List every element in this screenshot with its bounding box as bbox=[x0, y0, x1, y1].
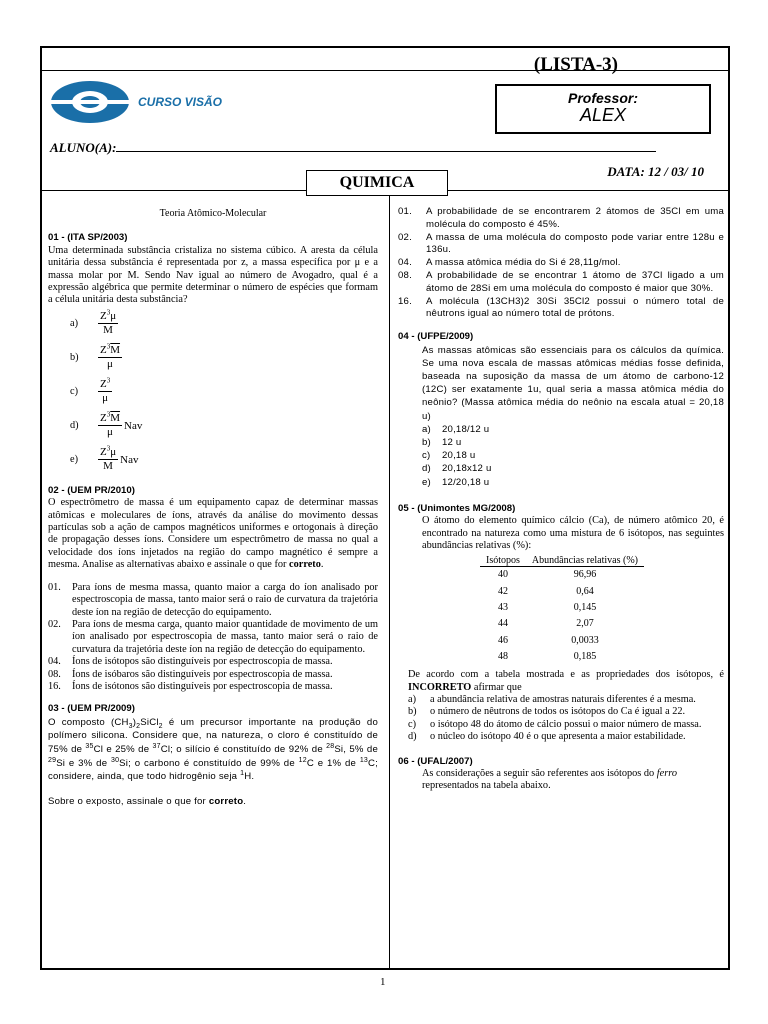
fraction-numerator: $Z^3\overline{M}$ bbox=[100, 410, 121, 425]
question-01-option bbox=[48, 307, 378, 341]
table-cell: 44 bbox=[497, 618, 508, 630]
question-02-item: 02. Para íons de mesma carga, quanto maior quantidade de movimento de um íon analisado por espectroscopia de massa, tanto maior será o raio de curvatura da trajetória deste íon na região de detecção do equipamento. bbox=[48, 618, 378, 655]
professor-name: ALEX bbox=[579, 105, 627, 125]
option-letter: d) bbox=[70, 419, 79, 431]
table-row bbox=[480, 584, 644, 600]
page-frame bbox=[40, 46, 730, 970]
list-title: (LISTA-3) bbox=[533, 54, 618, 75]
table-header: Isótopos bbox=[480, 556, 526, 567]
table-cell: 48 bbox=[497, 650, 508, 662]
table-cell: 46 bbox=[497, 634, 508, 646]
question-03-item: 02. A massa de uma molécula do composto pode variar entre 128u e 136u. bbox=[398, 231, 724, 256]
question-01-head: 01 - (ITA SP/2003) bbox=[48, 232, 128, 244]
question-04-options bbox=[398, 423, 724, 489]
table-cell: 0,64 bbox=[576, 585, 594, 597]
question-02-item: 08. Íons de isóbaros são distinguíveis por espectroscopia de massa. bbox=[48, 668, 333, 680]
top-rule bbox=[42, 70, 728, 71]
option-fraction bbox=[98, 412, 122, 439]
fraction-denominator: M bbox=[103, 460, 113, 473]
option-letter: a) bbox=[70, 317, 78, 329]
question-04-text: As massas atômicas são essenciais para os cálculos da química. Se uma nova escala de massas atômicas médias fosse definida, baseada na suposição da massa de um átomo de carbono-12 (12C) ser exatamente 1u, qual seria a massa atômica média do neônio? (Massa atômica média do neônio na escala atual = 20,18 u) bbox=[422, 344, 724, 422]
option-fraction bbox=[98, 378, 112, 405]
question-04-option: c) 20,18 u bbox=[422, 450, 476, 462]
fraction-denominator: M bbox=[103, 324, 113, 337]
column-divider bbox=[389, 190, 390, 968]
fraction-denominator: μ bbox=[102, 392, 109, 405]
table-row bbox=[480, 633, 644, 649]
question-05-option: c) o isótopo 48 do átomo de cálcio possui o maior número de massa. bbox=[408, 718, 702, 730]
table-header: Abundâncias relativas (%) bbox=[526, 556, 644, 567]
question-01-option bbox=[48, 443, 378, 477]
left-column bbox=[48, 208, 378, 808]
fraction-numerator: $Z^3\mu$ bbox=[100, 444, 117, 459]
question-05-options bbox=[398, 694, 724, 744]
question-03-head: 03 - (UEM PR/2009) bbox=[48, 703, 135, 715]
fraction-numerator: $Z^3\mu$ bbox=[100, 308, 117, 323]
table-cell: 96,96 bbox=[573, 569, 597, 581]
question-02-emphasis: correto bbox=[289, 559, 321, 571]
table-row bbox=[480, 567, 644, 584]
question-03-text: O composto $(CH_3)_2SiCl_2$ é um precursor importante na produção do polímero silicona. Considere que, na natureza, o cloro é constituído de 75% de $^{35}$Cl e 25% de $^{37}$Cl; o silício é constituído de 92% de $^{28}$Si, 5% de $^{29}$Si e 3% de $^{30}$Si; o carbono é constituído de 99% de $^{12}$C e 1% de $^{13}$C; considere, ainda, que todo hidrogênio seja $^1$H. bbox=[48, 716, 379, 783]
question-01-text: Uma determinada substância cristaliza no sistema cúbico. A aresta da célula unitária dessa substância é representada por z, a massa específica por μ e a massa molar por M. Sendo Nav igual ao número de Avogadro, qual é a expressão algébrica que permite determinar o número de espécies que formam a célula unitária desta substância? bbox=[48, 244, 378, 306]
question-03-item: 16. A molécula (13CH3)2 30Si 35Cl2 possui o número total de nêutrons igual ao número total de prótons. bbox=[398, 295, 724, 320]
question-06-head: 06 - (UFAL/2007) bbox=[398, 755, 473, 767]
table-cell: 40 bbox=[497, 569, 508, 581]
option-letter: e) bbox=[70, 453, 78, 465]
table-row bbox=[480, 600, 644, 616]
isotope-table bbox=[480, 556, 644, 665]
question-04-option: b) 12 u bbox=[422, 437, 462, 448]
question-01-options bbox=[48, 307, 378, 477]
option-fraction bbox=[98, 310, 118, 337]
question-02-item: 01. Para íons de mesma massa, quanto maior a carga do íon analisado por espectroscopia de massa, tanto maior será o raio de curvatura da trajetória deste íon na região de detecção do equipamento. bbox=[48, 581, 378, 618]
option-fraction bbox=[98, 446, 118, 473]
question-03-item: 04. A massa atômica média do Si é 28,11g/mol. bbox=[398, 257, 621, 269]
question-03-item: 08. A probabilidade de se encontrar 1 átomo de 37Cl ligado a um átomo de 28Si em uma molécula do composto é maior que 30%. bbox=[398, 269, 724, 294]
question-04-option: d) 20,18x12 u bbox=[422, 463, 492, 475]
question-02-items bbox=[48, 582, 378, 694]
option-extra: Nav bbox=[124, 419, 143, 432]
subject-title: QUIMICA bbox=[306, 170, 448, 196]
curso-visao-logo bbox=[50, 80, 130, 124]
table-cell: 43 bbox=[497, 601, 508, 613]
brand-name: CURSO VISÃO bbox=[138, 95, 223, 109]
question-02-item: 16. Íons de isótonos são distinguíveis por espectroscopia de massa. bbox=[48, 680, 333, 692]
professor-box bbox=[495, 84, 711, 134]
table-cell: 0,0033 bbox=[571, 634, 599, 646]
table-cell: 42 bbox=[497, 585, 508, 597]
question-02-text: O espectrômetro de massa é um equipamento capaz de determinar massas atômicas e moleculares de íons, através da análise do movimento dessas partículas sob a ação de campos magnéticos uniformes e ortogonais à direção de propagação desses íons. Considere um espectrômetro de massa no qual a velocidade dos íons injetados na região do campo magnético é sempre a mesma. Analise as alternativas abaixo e assinale o que for correto. bbox=[48, 497, 378, 571]
question-01-option bbox=[48, 409, 378, 443]
fraction-denominator: μ bbox=[107, 426, 113, 439]
option-letter: c) bbox=[70, 385, 78, 397]
option-extra: Nav bbox=[120, 453, 139, 466]
section-title: Teoria Atômico-Molecular bbox=[159, 208, 267, 219]
student-name-line bbox=[116, 141, 656, 152]
date: DATA: 12 / 03/ 10 bbox=[607, 164, 704, 179]
table-row bbox=[480, 616, 644, 632]
question-04-option: e) 12/20,18 u bbox=[422, 476, 490, 488]
question-05-after: De acordo com a tabela mostrada e as propriedades dos isótopos, é INCORRETO afirmar que bbox=[408, 669, 724, 693]
student-label: ALUNO(A): bbox=[50, 140, 117, 155]
question-03-item: 01. A probabilidade de se encontrarem 2 átomos de 35Cl em uma molécula do composto é 45%. bbox=[398, 206, 724, 230]
table-cell: 0,185 bbox=[573, 650, 597, 662]
question-02-item: 04. Íons de isótopos são distinguíveis por espectroscopia de massa. bbox=[48, 656, 333, 668]
option-letter: b) bbox=[70, 351, 79, 363]
question-01-option bbox=[48, 375, 378, 409]
professor-label: Professor: bbox=[567, 90, 639, 106]
question-05-head: 05 - (Unimontes MG/2008) bbox=[398, 502, 516, 514]
fraction-numerator: $Z^3$ bbox=[100, 376, 111, 391]
page-number: 1 bbox=[380, 976, 386, 988]
right-column bbox=[398, 206, 724, 793]
question-01-option bbox=[48, 341, 378, 375]
question-05-option: d) o núcleo do isótopo 40 é o que apresenta a maior estabilidade. bbox=[408, 731, 686, 743]
question-02-head: 02 - (UEM PR/2010) bbox=[48, 484, 135, 496]
question-02-body: O espectrômetro de massa é um equipamento capaz de determinar massas atômicas e moleculares de íons, através da análise do movimento dessas partículas sob a ação de campos magnéticos uniformes e ortogonais à direção de propagação desses íons. Considere um espectrômetro de massa no qual a velocidade dos íons injetados na região do campo magnético é sempre a mesma. Analise as alternativas abaixo e assinale o que for bbox=[48, 497, 378, 571]
option-fraction bbox=[98, 344, 122, 371]
fraction-denominator: μ bbox=[107, 358, 113, 371]
question-04-head: 04 - (UFPE/2009) bbox=[398, 331, 474, 343]
table-cell: 0,145 bbox=[573, 601, 597, 613]
question-04-option: a) 20,18/12 u bbox=[422, 423, 490, 435]
question-03-items bbox=[398, 206, 724, 321]
question-06-text: As considerações a seguir são referentes aos isótopos do ferro representados na tabela abaixo. bbox=[422, 768, 677, 792]
question-03-closing: Sobre o exposto, assinale o que for correto. bbox=[48, 795, 247, 807]
table-row bbox=[480, 649, 644, 665]
fraction-numerator: $Z^3\overline{M}$ bbox=[100, 342, 121, 357]
table-cell: 2,07 bbox=[576, 618, 594, 630]
question-05-text: O átomo do elemento químico cálcio (Ca), de número atômico 20, é encontrado na natureza como uma mistura de 6 isótopos, nas seguintes abundâncias relativas (%): bbox=[422, 515, 724, 552]
question-05-option: b) o número de nêutrons de todos os isótopos do Ca é igual a 22. bbox=[408, 706, 686, 718]
question-05-option: a) a abundância relativa de amostras naturais diferentes é a mesma. bbox=[408, 694, 696, 706]
student-name-field[interactable] bbox=[50, 140, 656, 156]
